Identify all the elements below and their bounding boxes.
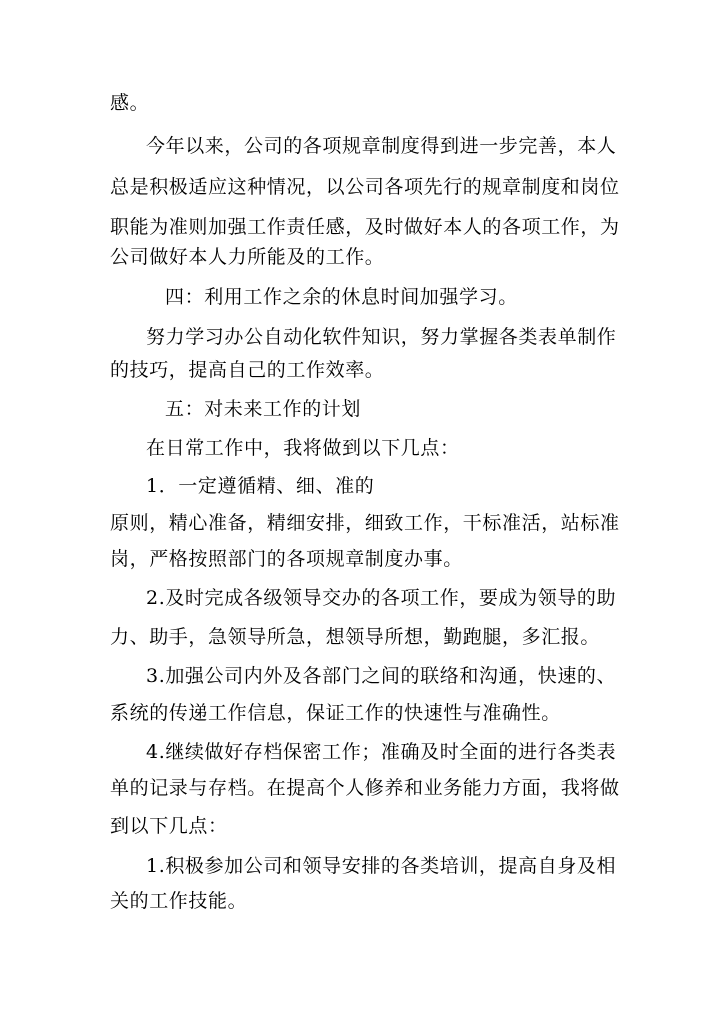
text-line: 力、助手，急领导所急，想领导所想，勤跑腿，多汇报。 <box>110 626 601 648</box>
section-heading: 五：对未来工作的计划 <box>165 398 362 420</box>
text-line: 职能为准则加强工作责任感，及时做好本人的各项工作，为 <box>110 216 620 238</box>
text-line: 今年以来，公司的各项规章制度得到进一步完善，本人 <box>146 135 617 157</box>
text-line: 关的工作技能。 <box>110 890 248 912</box>
text-line: 公司做好本人力所能及的工作。 <box>110 246 385 268</box>
text-line: 到以下几点： <box>110 815 228 837</box>
list-item: 1．一定遵循精、细、准的 <box>146 475 375 497</box>
text-line: 岗，严格按照部门的各项规章制度办事。 <box>110 548 463 570</box>
text-line: 感。 <box>110 92 150 114</box>
list-item: 3.加强公司内外及各部门之间的联络和沟通，快速的、 <box>146 665 617 687</box>
text-line: 努力学习办公自动化软件知识，努力掌握各类表单制作 <box>146 326 617 348</box>
text-line: 原则，精心准备，精细安排，细致工作，干标准活，站标准 <box>110 512 620 534</box>
text-line: 在日常工作中，我将做到以下几点： <box>146 437 460 459</box>
list-item: 4.继续做好存档保密工作；准确及时全面的进行各类表 <box>146 741 617 763</box>
text-line: 的技巧，提高自己的工作效率。 <box>110 359 385 381</box>
text-line: 系统的传递工作信息，保证工作的快速性与准确性。 <box>110 702 561 724</box>
list-item: 2.及时完成各级领导交办的各项工作，要成为领导的助 <box>146 587 617 609</box>
text-line: 总是积极适应这种情况，以公司各项先行的规章制度和岗位 <box>110 176 620 198</box>
list-item: 1.积极参加公司和领导安排的各类培训，提高自身及相 <box>146 855 617 877</box>
text-line: 单的记录与存档。在提高个人修养和业务能力方面，我将做 <box>110 777 620 799</box>
section-heading: 四：利用工作之余的休息时间加强学习。 <box>165 286 518 308</box>
